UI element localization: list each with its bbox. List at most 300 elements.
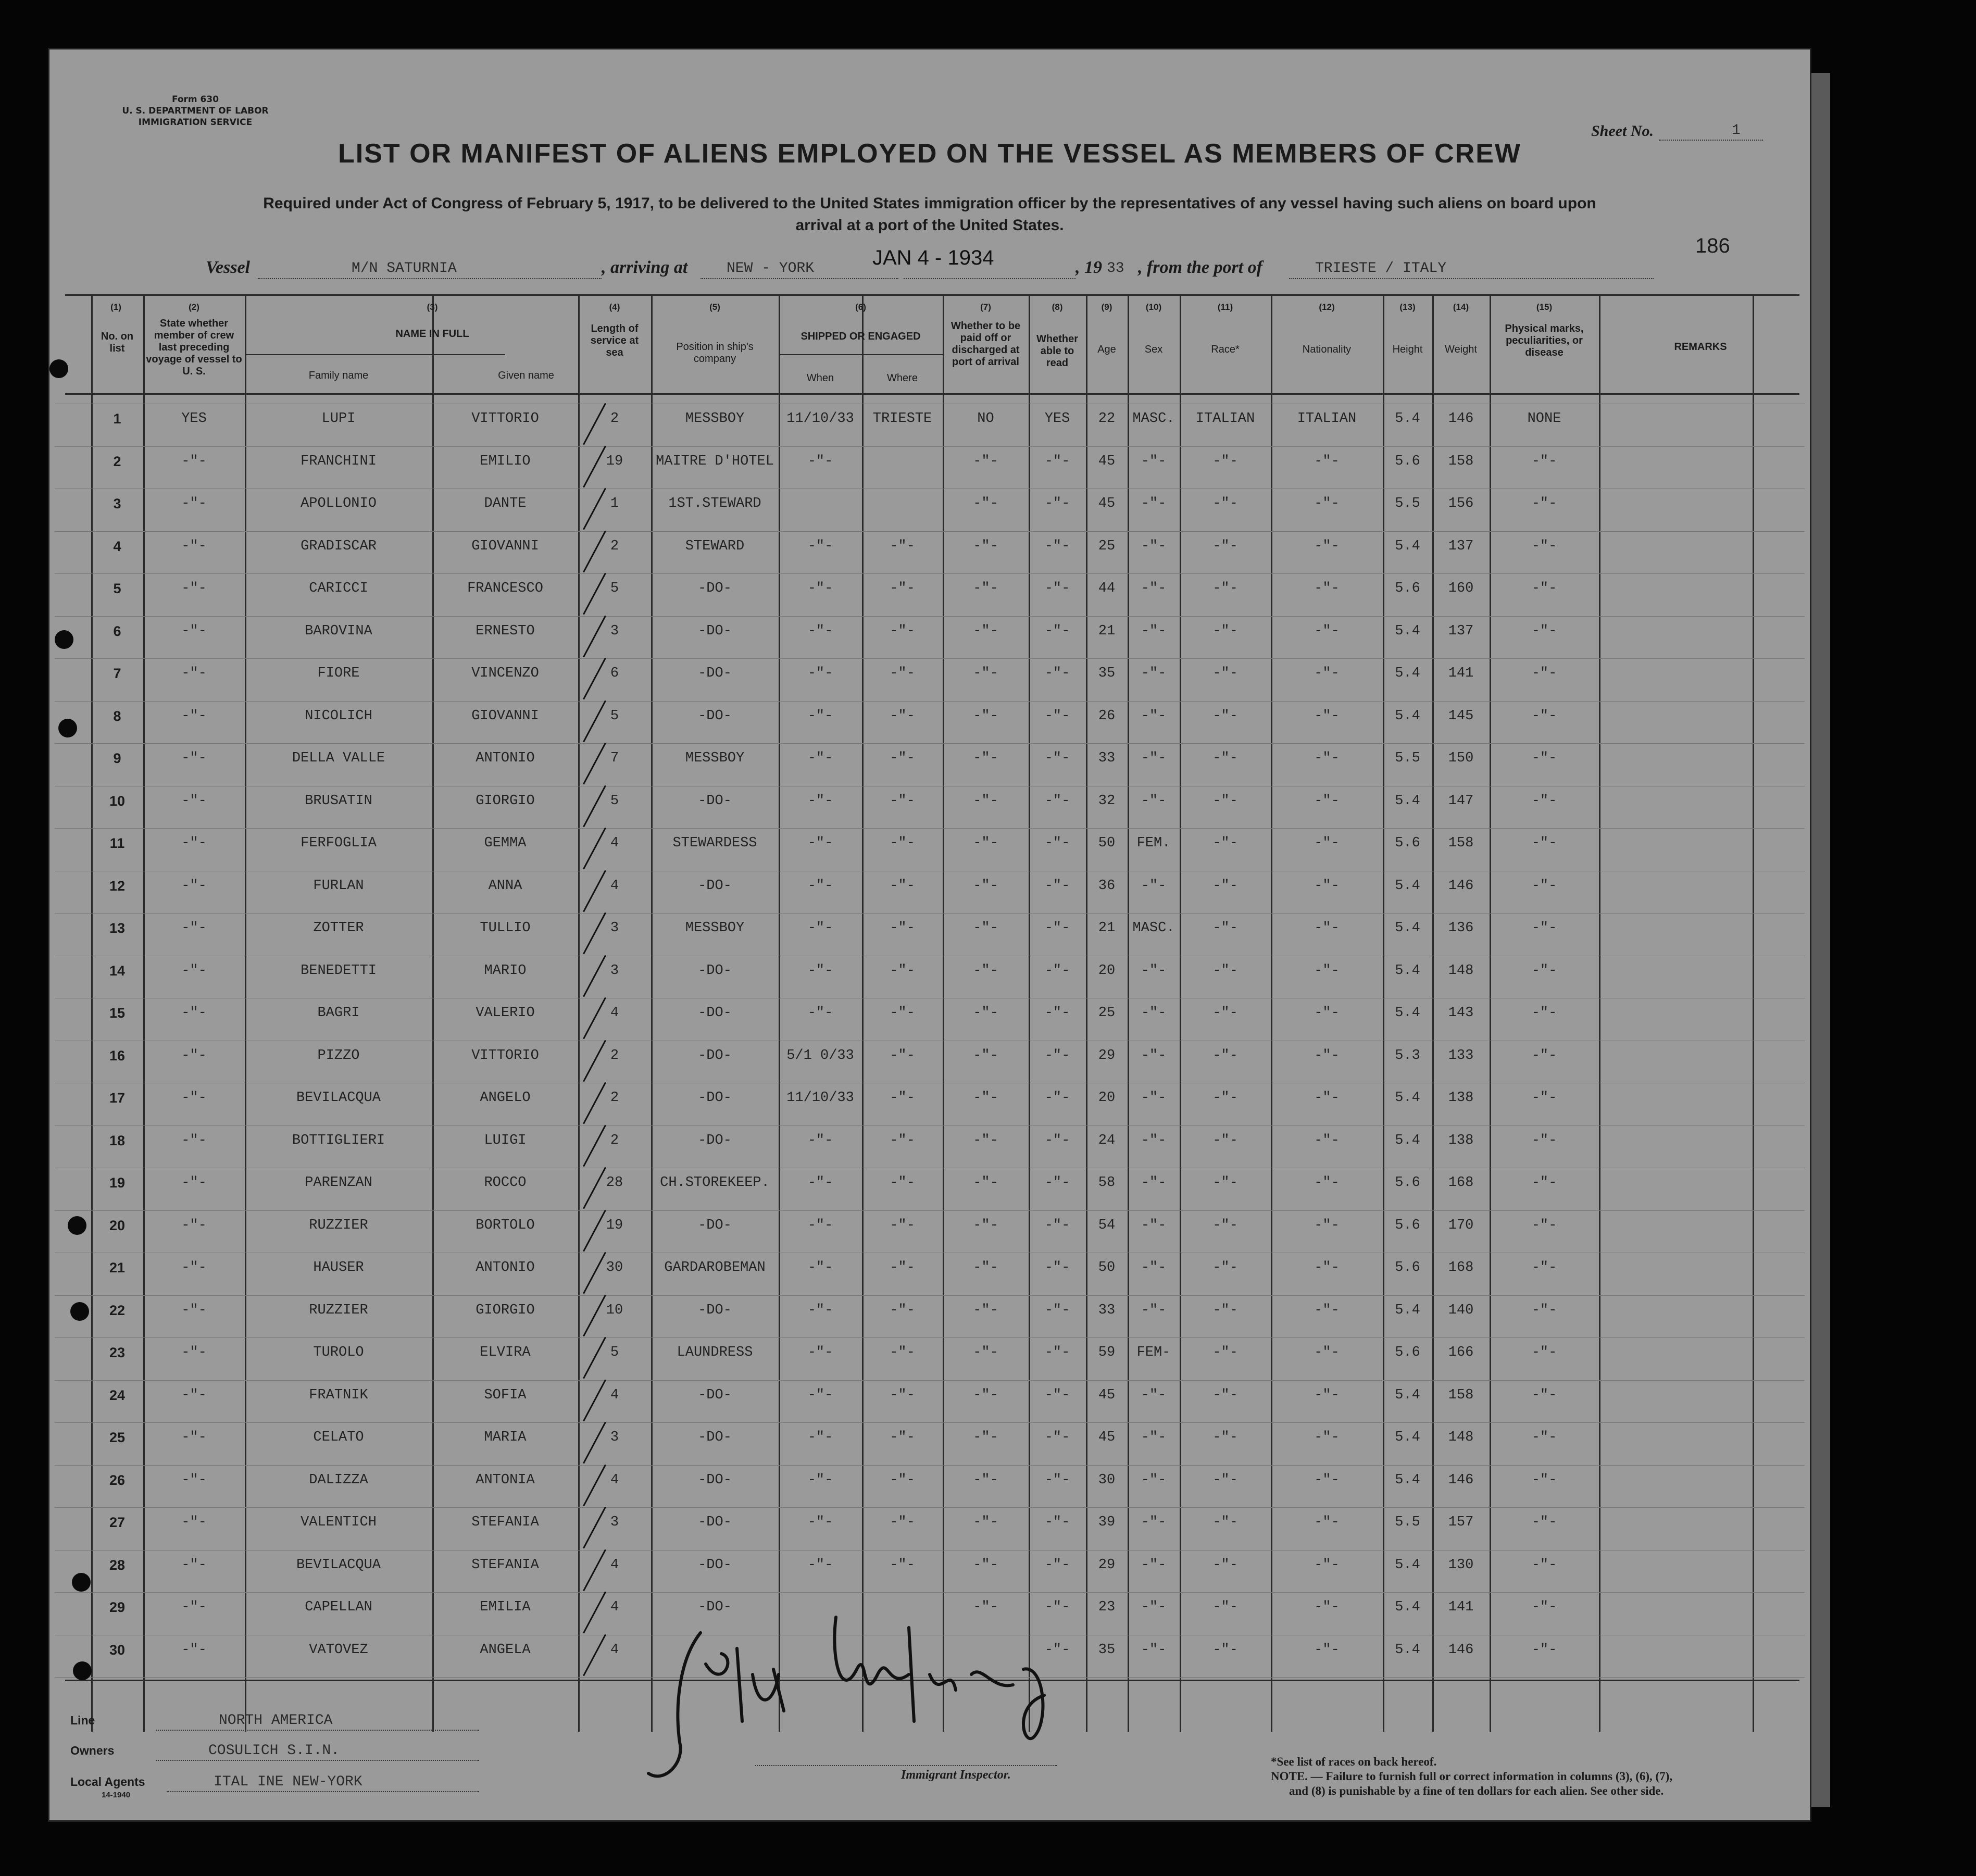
arriving-value: NEW - YORK xyxy=(727,260,815,277)
col1-header: No. on list xyxy=(101,331,134,354)
owners-dots xyxy=(156,1759,479,1761)
sex-cell: -"- xyxy=(1141,1515,1167,1530)
race-cell: -"- xyxy=(1212,878,1238,894)
sex-cell: -"- xyxy=(1141,1599,1167,1615)
able-to-read-cell: -"- xyxy=(1044,1047,1070,1064)
physical-marks-cell: -"- xyxy=(1531,920,1557,936)
prev-voyage-cell: -"- xyxy=(181,538,207,554)
family-name-cell: BEVILACQUA xyxy=(296,1090,381,1106)
able-to-read-cell: -"- xyxy=(1044,666,1070,681)
penalty-note-2: and (8) is punishable by a fine of ten dollars for each alien. See other side. xyxy=(1289,1784,1664,1797)
race-cell: -"- xyxy=(1212,1599,1238,1615)
age-cell: 20 xyxy=(1098,962,1116,979)
col5-num: (5) xyxy=(709,302,720,312)
service-years-cell: 5 xyxy=(610,1345,619,1360)
able-to-read-cell: -"- xyxy=(1044,1260,1070,1275)
race-cell: -"- xyxy=(1212,1642,1238,1658)
height-cell: 5.6 xyxy=(1395,453,1420,469)
col12-num: (12) xyxy=(1319,302,1335,312)
race-cell: -"- xyxy=(1212,1132,1238,1148)
weight-cell: 147 xyxy=(1448,793,1474,809)
physical-marks-cell: -"- xyxy=(1531,453,1557,469)
able-to-read-cell: -"- xyxy=(1044,962,1070,979)
physical-marks-cell: -"- xyxy=(1531,1260,1557,1275)
shipped-when-cell: -"- xyxy=(807,920,833,936)
shipped-where-cell: -"- xyxy=(890,1132,915,1148)
prev-voyage-cell: -"- xyxy=(181,751,207,766)
service-years-cell: 30 xyxy=(606,1260,623,1275)
paid-off-cell: -"- xyxy=(973,666,998,681)
nationality-cell: -"- xyxy=(1314,708,1340,724)
height-cell: 5.4 xyxy=(1395,623,1420,639)
position-cell: -DO- xyxy=(698,1005,732,1021)
header-bottom-rule xyxy=(65,393,1799,395)
position-cell: STEWARD xyxy=(685,538,745,554)
shipped-where-cell: -"- xyxy=(890,1090,915,1106)
shipped-when-cell: -"- xyxy=(807,751,833,766)
row-number: 20 xyxy=(109,1217,126,1233)
position-cell: -DO- xyxy=(698,1599,732,1615)
race-cell: -"- xyxy=(1212,1387,1238,1403)
nationality-cell: -"- xyxy=(1314,1642,1340,1658)
service-years-cell: 19 xyxy=(606,1217,623,1233)
family-name-cell: ZOTTER xyxy=(313,920,364,936)
physical-marks-cell: -"- xyxy=(1531,751,1557,766)
height-cell: 5.4 xyxy=(1395,1387,1420,1403)
able-to-read-cell: -"- xyxy=(1044,496,1070,511)
family-name-cell: VALENTICH xyxy=(301,1515,377,1530)
row-number: 11 xyxy=(109,835,125,851)
shipped-where-cell: -"- xyxy=(890,1047,915,1064)
row-number: 26 xyxy=(109,1472,126,1488)
page-title: LIST OR MANIFEST OF ALIENS EMPLOYED ON THE VESSEL AS MEMBERS OF CREW xyxy=(338,139,1521,169)
race-cell: -"- xyxy=(1212,496,1238,511)
family-name-cell: RUZZIER xyxy=(309,1217,368,1233)
nationality-cell: -"- xyxy=(1314,1387,1340,1403)
nationality-cell: -"- xyxy=(1314,1132,1340,1148)
col14-num: (14) xyxy=(1453,302,1469,312)
service-name: IMMIGRATION SERVICE xyxy=(138,117,253,128)
height-cell: 5.4 xyxy=(1395,411,1420,427)
prev-voyage-cell: -"- xyxy=(181,1047,207,1064)
given-name-cell: ANTONIA xyxy=(476,1472,535,1488)
physical-marks-cell: -"- xyxy=(1531,1472,1557,1488)
given-name-cell: ANTONIO xyxy=(476,751,535,766)
race-cell: -"- xyxy=(1212,1090,1238,1106)
row-number: 28 xyxy=(109,1557,126,1573)
prev-voyage-cell: -"- xyxy=(181,623,207,639)
family-name-cell: BAROVINA xyxy=(305,623,372,639)
row-number: 25 xyxy=(109,1430,126,1445)
from-value: TRIESTE / ITALY xyxy=(1315,260,1447,277)
nationality-cell: -"- xyxy=(1314,538,1340,554)
row-number: 15 xyxy=(109,1005,126,1021)
physical-marks-cell: -"- xyxy=(1531,878,1557,894)
height-cell: 5.6 xyxy=(1395,1260,1420,1275)
height-cell: 5.4 xyxy=(1395,793,1420,809)
nationality-cell: ITALIAN xyxy=(1297,411,1357,427)
family-name-cell: BAGRI xyxy=(317,1005,360,1021)
row-rule xyxy=(55,446,1805,447)
service-years-cell: 4 xyxy=(610,1387,619,1403)
nationality-cell: -"- xyxy=(1314,1345,1340,1360)
given-name-cell: FRANCESCO xyxy=(467,581,543,596)
service-years-cell: 2 xyxy=(610,1132,619,1148)
row-number: 4 xyxy=(113,538,121,554)
physical-marks-cell: -"- xyxy=(1531,1642,1557,1658)
physical-marks-cell: -"- xyxy=(1531,1302,1557,1318)
sex-cell: -"- xyxy=(1141,581,1167,596)
prev-voyage-cell: -"- xyxy=(181,1345,207,1360)
race-cell: -"- xyxy=(1212,1515,1238,1530)
race-cell: -"- xyxy=(1212,751,1238,766)
shipped-where-cell: -"- xyxy=(890,1302,915,1318)
sex-cell: -"- xyxy=(1141,708,1167,724)
shipped-when-cell: -"- xyxy=(807,1345,833,1360)
shipped-when-cell: 11/10/33 xyxy=(786,411,854,427)
shipped-where-cell: -"- xyxy=(890,1472,915,1488)
given-name-cell: BORTOLO xyxy=(476,1217,535,1233)
family-name-cell: DALIZZA xyxy=(309,1472,368,1488)
prev-voyage-cell: -"- xyxy=(181,1387,207,1403)
position-cell: -DO- xyxy=(698,1387,732,1403)
height-cell: 5.6 xyxy=(1395,581,1420,596)
col5-header: Position in ship's company xyxy=(676,341,754,365)
family-name-cell: TUROLO xyxy=(313,1345,364,1360)
row-number: 19 xyxy=(109,1175,126,1191)
col11-header: Race* xyxy=(1211,344,1240,355)
position-cell: MAITRE D'HOTEL xyxy=(656,453,774,469)
shipped-when-cell: -"- xyxy=(807,1217,833,1233)
prev-voyage-cell: -"- xyxy=(181,1599,207,1615)
age-cell: 45 xyxy=(1098,496,1116,511)
paid-off-cell: -"- xyxy=(973,1599,998,1615)
col2-num: (2) xyxy=(189,302,199,312)
position-cell: -DO- xyxy=(698,666,732,681)
service-years-cell: 7 xyxy=(610,751,619,766)
punch-hole xyxy=(68,1216,86,1235)
row-rule xyxy=(55,1125,1805,1126)
owners-value: COSULICH S.I.N. xyxy=(208,1743,340,1759)
shipped-when-cell: -"- xyxy=(807,581,833,596)
age-cell: 21 xyxy=(1098,623,1116,639)
weight-cell: 170 xyxy=(1448,1217,1474,1233)
punch-hole xyxy=(73,1661,92,1680)
paid-off-cell: -"- xyxy=(973,581,998,596)
height-cell: 5.6 xyxy=(1395,835,1420,851)
service-years-cell: 5 xyxy=(610,793,619,809)
able-to-read-cell: -"- xyxy=(1044,538,1070,554)
family-name-cell: GRADISCAR xyxy=(301,538,377,554)
service-years-cell: 3 xyxy=(610,1430,619,1445)
weight-cell: 136 xyxy=(1448,920,1474,936)
nationality-cell: -"- xyxy=(1314,581,1340,596)
sex-cell: -"- xyxy=(1141,1302,1167,1318)
position-cell: -DO- xyxy=(698,708,732,724)
height-cell: 5.5 xyxy=(1395,496,1420,511)
able-to-read-cell: -"- xyxy=(1044,1345,1070,1360)
weight-cell: 140 xyxy=(1448,1302,1474,1318)
sex-cell: FEM- xyxy=(1136,1345,1171,1360)
service-years-cell: 2 xyxy=(610,1047,619,1064)
year-label: , 19 xyxy=(1075,258,1102,277)
race-cell: -"- xyxy=(1212,538,1238,554)
position-cell: -DO- xyxy=(698,1132,732,1148)
weight-cell: 160 xyxy=(1448,581,1474,596)
weight-cell: 137 xyxy=(1448,538,1474,554)
line-label: Line xyxy=(70,1714,95,1727)
position-cell: -DO- xyxy=(698,1090,732,1106)
shipped-when-cell: -"- xyxy=(807,793,833,809)
shipped-where-cell: -"- xyxy=(890,1557,915,1573)
col11-num: (11) xyxy=(1217,302,1233,312)
height-cell: 5.4 xyxy=(1395,878,1420,894)
physical-marks-cell: -"- xyxy=(1531,1345,1557,1360)
service-years-cell: 2 xyxy=(610,411,619,427)
agents-label: Local Agents xyxy=(70,1775,145,1789)
shipped-where-cell: -"- xyxy=(890,1175,915,1191)
shipped-when-cell: -"- xyxy=(807,1515,833,1530)
physical-marks-cell: -"- xyxy=(1531,962,1557,979)
shipped-where-cell: TRIESTE xyxy=(872,411,932,427)
paid-off-cell: -"- xyxy=(973,1345,998,1360)
inspector-signature xyxy=(617,1586,1086,1805)
row-number: 2 xyxy=(113,453,121,469)
column-rule xyxy=(1599,294,1600,1732)
family-name-cell: APOLLONIO xyxy=(301,496,377,511)
department-name: U. S. DEPARTMENT OF LABOR xyxy=(122,106,269,116)
paid-off-cell: -"- xyxy=(973,751,998,766)
shipped-when-cell: -"- xyxy=(807,1430,833,1445)
physical-marks-cell: -"- xyxy=(1531,1599,1557,1615)
age-cell: 58 xyxy=(1098,1175,1116,1191)
family-name-cell: CARICCI xyxy=(309,581,368,596)
weight-cell: 157 xyxy=(1448,1515,1474,1530)
age-cell: 25 xyxy=(1098,538,1116,554)
physical-marks-cell: -"- xyxy=(1531,1132,1557,1148)
prev-voyage-cell: -"- xyxy=(181,1175,207,1191)
paid-off-cell: -"- xyxy=(973,453,998,469)
able-to-read-cell: -"- xyxy=(1044,835,1070,851)
service-years-cell: 4 xyxy=(610,1557,619,1573)
col9-header: Age xyxy=(1097,344,1116,355)
where-header: Where xyxy=(887,372,918,384)
family-name-cell: BRUSATIN xyxy=(305,793,372,809)
service-years-cell: 2 xyxy=(610,538,619,554)
race-cell: ITALIAN xyxy=(1195,411,1255,427)
family-name-cell: VATOVEZ xyxy=(309,1642,368,1658)
position-cell: LAUNDRESS xyxy=(677,1345,753,1360)
nationality-cell: -"- xyxy=(1314,1175,1340,1191)
nationality-cell: -"- xyxy=(1314,623,1340,639)
shipped-when-cell: -"- xyxy=(807,623,833,639)
nationality-cell: -"- xyxy=(1314,1302,1340,1318)
paid-off-cell: -"- xyxy=(973,878,998,894)
able-to-read-cell: -"- xyxy=(1044,1472,1070,1488)
given-name-cell: ROCCO xyxy=(484,1175,527,1191)
col9-num: (9) xyxy=(1101,302,1112,312)
service-years-cell: 10 xyxy=(606,1302,623,1318)
physical-marks-cell: -"- xyxy=(1531,793,1557,809)
height-cell: 5.4 xyxy=(1395,1132,1420,1148)
sex-cell: -"- xyxy=(1141,1430,1167,1445)
nationality-cell: -"- xyxy=(1314,793,1340,809)
sex-cell: -"- xyxy=(1141,1557,1167,1573)
given-name-cell: TULLIO xyxy=(480,920,531,936)
weight-cell: 166 xyxy=(1448,1345,1474,1360)
shipped-where-cell: -"- xyxy=(890,1005,915,1021)
age-cell: 50 xyxy=(1098,1260,1116,1275)
shipped-when-cell: -"- xyxy=(807,1260,833,1275)
prev-voyage-cell: -"- xyxy=(181,1217,207,1233)
nationality-cell: -"- xyxy=(1314,1515,1340,1530)
able-to-read-cell: -"- xyxy=(1044,708,1070,724)
family-name-cell: PIZZO xyxy=(317,1047,360,1064)
nationality-cell: -"- xyxy=(1314,835,1340,851)
able-to-read-cell: -"- xyxy=(1044,1132,1070,1148)
sex-cell: -"- xyxy=(1141,453,1167,469)
family-name-cell: BENEDETTI xyxy=(301,962,377,979)
shipped-when-cell: -"- xyxy=(807,835,833,851)
physical-marks-cell: -"- xyxy=(1531,1557,1557,1573)
race-cell: -"- xyxy=(1212,920,1238,936)
vessel-label: Vessel xyxy=(206,258,250,277)
shipped-when-cell: -"- xyxy=(807,1175,833,1191)
shipped-when-cell: -"- xyxy=(807,962,833,979)
col15-header: Physical marks, peculiarities, or disease xyxy=(1505,323,1584,358)
height-cell: 5.4 xyxy=(1395,708,1420,724)
physical-marks-cell: -"- xyxy=(1531,1047,1557,1064)
table-top-rule xyxy=(65,294,1799,296)
shipped-where-cell: -"- xyxy=(890,1387,915,1403)
paid-off-cell: -"- xyxy=(973,1387,998,1403)
weight-cell: 130 xyxy=(1448,1557,1474,1573)
position-cell: -DO- xyxy=(698,1557,732,1573)
races-note: *See list of races on back hereof. xyxy=(1271,1755,1437,1768)
height-cell: 5.5 xyxy=(1395,1515,1420,1530)
prev-voyage-cell: -"- xyxy=(181,453,207,469)
given-name-cell: GEMMA xyxy=(484,835,527,851)
given-name-cell: VALERIO xyxy=(476,1005,535,1021)
weight-cell: 141 xyxy=(1448,1599,1474,1615)
prev-voyage-cell: -"- xyxy=(181,962,207,979)
race-cell: -"- xyxy=(1212,1430,1238,1445)
position-cell: MESSBOY xyxy=(685,920,745,936)
prev-voyage-cell: -"- xyxy=(181,1472,207,1488)
prev-voyage-cell: -"- xyxy=(181,793,207,809)
nationality-cell: -"- xyxy=(1314,496,1340,511)
shipped-where-cell: -"- xyxy=(890,1515,915,1530)
able-to-read-cell: -"- xyxy=(1044,793,1070,809)
row-number: 16 xyxy=(109,1047,126,1064)
nationality-cell: -"- xyxy=(1314,1005,1340,1021)
physical-marks-cell: -"- xyxy=(1531,496,1557,511)
row-number: 10 xyxy=(109,793,126,809)
nationality-cell: -"- xyxy=(1314,920,1340,936)
shipped-where-cell: -"- xyxy=(890,581,915,596)
col4-num: (4) xyxy=(609,302,620,312)
weight-cell: 148 xyxy=(1448,962,1474,979)
weight-cell: 146 xyxy=(1448,1472,1474,1488)
weight-cell: 168 xyxy=(1448,1175,1474,1191)
position-cell: MESSBOY xyxy=(685,411,745,427)
prev-voyage-cell: -"- xyxy=(181,1642,207,1658)
row-number: 29 xyxy=(109,1599,126,1615)
able-to-read-cell: -"- xyxy=(1044,1515,1070,1530)
age-cell: 23 xyxy=(1098,1599,1116,1615)
physical-marks-cell: -"- xyxy=(1531,1217,1557,1233)
row-rule xyxy=(55,1337,1805,1338)
prev-voyage-cell: -"- xyxy=(181,581,207,596)
physical-marks-cell: -"- xyxy=(1531,623,1557,639)
sex-cell: MASC. xyxy=(1132,920,1175,936)
manifest-sheet xyxy=(49,49,1810,1820)
age-cell: 44 xyxy=(1098,581,1116,596)
nationality-cell: -"- xyxy=(1314,1047,1340,1064)
sex-cell: -"- xyxy=(1141,666,1167,681)
col3-header: NAME IN FULL xyxy=(395,328,469,340)
prev-voyage-cell: YES xyxy=(181,411,207,427)
nationality-cell: -"- xyxy=(1314,1090,1340,1106)
paid-off-cell: -"- xyxy=(973,1217,998,1233)
shipped-when-cell: 5/1 0/33 xyxy=(786,1047,854,1064)
inspector-label: Immigrant Inspector. xyxy=(901,1768,1011,1782)
given-name-cell: ANGELA xyxy=(480,1642,531,1658)
arriving-dots xyxy=(701,278,898,279)
race-cell: -"- xyxy=(1212,1260,1238,1275)
race-cell: -"- xyxy=(1212,453,1238,469)
sex-cell: -"- xyxy=(1141,496,1167,511)
col15-num: (15) xyxy=(1536,302,1553,312)
row-number: 5 xyxy=(113,581,121,596)
stamp-number: 186 xyxy=(1695,234,1730,257)
row-number: 7 xyxy=(113,666,121,681)
position-cell: GARDAROBEMAN xyxy=(664,1260,766,1275)
shipped-where-cell: -"- xyxy=(890,1345,915,1360)
col14-header: Weight xyxy=(1445,344,1477,355)
weight-cell: 145 xyxy=(1448,708,1474,724)
arriving-label: , arriving at xyxy=(602,258,688,277)
age-cell: 50 xyxy=(1098,835,1116,851)
weight-cell: 143 xyxy=(1448,1005,1474,1021)
shipped-when-cell: -"- xyxy=(807,1302,833,1318)
prev-voyage-cell: -"- xyxy=(181,496,207,511)
given-name-cell: VITTORIO xyxy=(471,1047,539,1064)
age-cell: 33 xyxy=(1098,1302,1116,1318)
position-cell: -DO- xyxy=(698,1302,732,1318)
row-number: 12 xyxy=(109,878,126,894)
col6-num: (6) xyxy=(855,302,866,312)
race-cell: -"- xyxy=(1212,1472,1238,1488)
able-to-read-cell: -"- xyxy=(1044,1599,1070,1615)
row-rule xyxy=(55,701,1805,702)
family-name-cell: PARENZAN xyxy=(305,1175,372,1191)
row-number: 24 xyxy=(109,1387,126,1403)
able-to-read-cell: -"- xyxy=(1044,1175,1070,1191)
family-name-cell: RUZZIER xyxy=(309,1302,368,1318)
able-to-read-cell: -"- xyxy=(1044,581,1070,596)
sex-cell: MASC. xyxy=(1132,411,1175,427)
race-cell: -"- xyxy=(1212,1047,1238,1064)
age-cell: 54 xyxy=(1098,1217,1116,1233)
weight-cell: 138 xyxy=(1448,1090,1474,1106)
given-name-cell: ELVIRA xyxy=(480,1345,531,1360)
shipped-where-cell: -"- xyxy=(890,962,915,979)
able-to-read-cell: -"- xyxy=(1044,1217,1070,1233)
sheet-edge xyxy=(1807,73,1830,1807)
family-name-cell: FERFOGLIA xyxy=(301,835,377,851)
shipped-where-cell: -"- xyxy=(890,708,915,724)
